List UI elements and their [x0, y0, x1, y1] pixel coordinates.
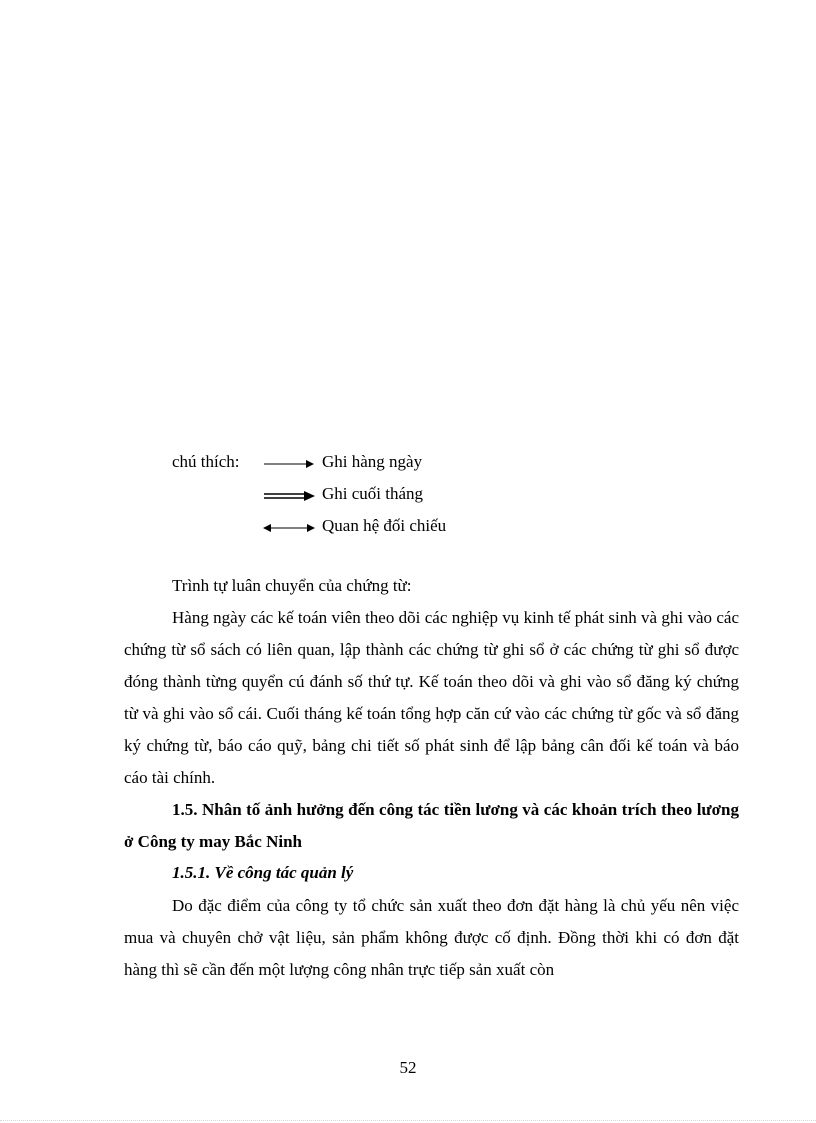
- legend-item-label: Ghi hàng ngày: [322, 452, 423, 471]
- section-intro: Trình tự luân chuyển của chứng từ:: [172, 576, 412, 595]
- legend-item-label: Quan hệ đối chiếu: [322, 516, 447, 535]
- bidirectional-arrow-icon: [262, 521, 318, 535]
- thin-right-arrow-icon: [262, 457, 318, 471]
- legend-item-label: Ghi cuối tháng: [322, 484, 424, 503]
- subsection-heading: 1.5.1. Về công tác quản lý: [172, 863, 354, 882]
- legend-label: chú thích:: [172, 452, 240, 471]
- paragraph-management: Do đặc điểm của công ty tổ chức sản xuất theo đơn đặt hàng là chủ yếu nên việc mua và chuyên chở vật liệu, sản phẩm không được cố định. Đồng thời khi có đơn đặt hàng thì sẽ cần đến một lượng công nhân trực tiếp sản xuất còn: [124, 896, 739, 979]
- page-number: 52: [399, 1058, 417, 1077]
- page-bottom-divider: [0, 1120, 816, 1121]
- section-heading: 1.5. Nhân tố ảnh hưởng đến công tác tiền lương và các khoản trích theo lương ở Công ty may Bắc Ninh: [124, 800, 739, 851]
- paragraph-document-flow: Hàng ngày các kế toán viên theo dõi các nghiệp vụ kinh tế phát sinh và ghi vào các chứng từ sổ sách có liên quan, lập thành các chứng từ ghi sổ ở các chứng từ ghi sổ được đóng thành từng quyển cú đánh số thứ tự. Kế toán theo dõi và ghi vào sổ đăng ký chứng từ và ghi vào sổ cái. Cuối tháng kế toán tổng hợp căn cứ vào các chứng từ gốc và sổ đăng ký chứng từ, báo cáo quỹ, bảng chi tiết số phát sinh để lập bảng cân đối kế toán và báo cáo tài chính.: [124, 608, 739, 787]
- double-right-arrow-icon: [262, 489, 318, 503]
